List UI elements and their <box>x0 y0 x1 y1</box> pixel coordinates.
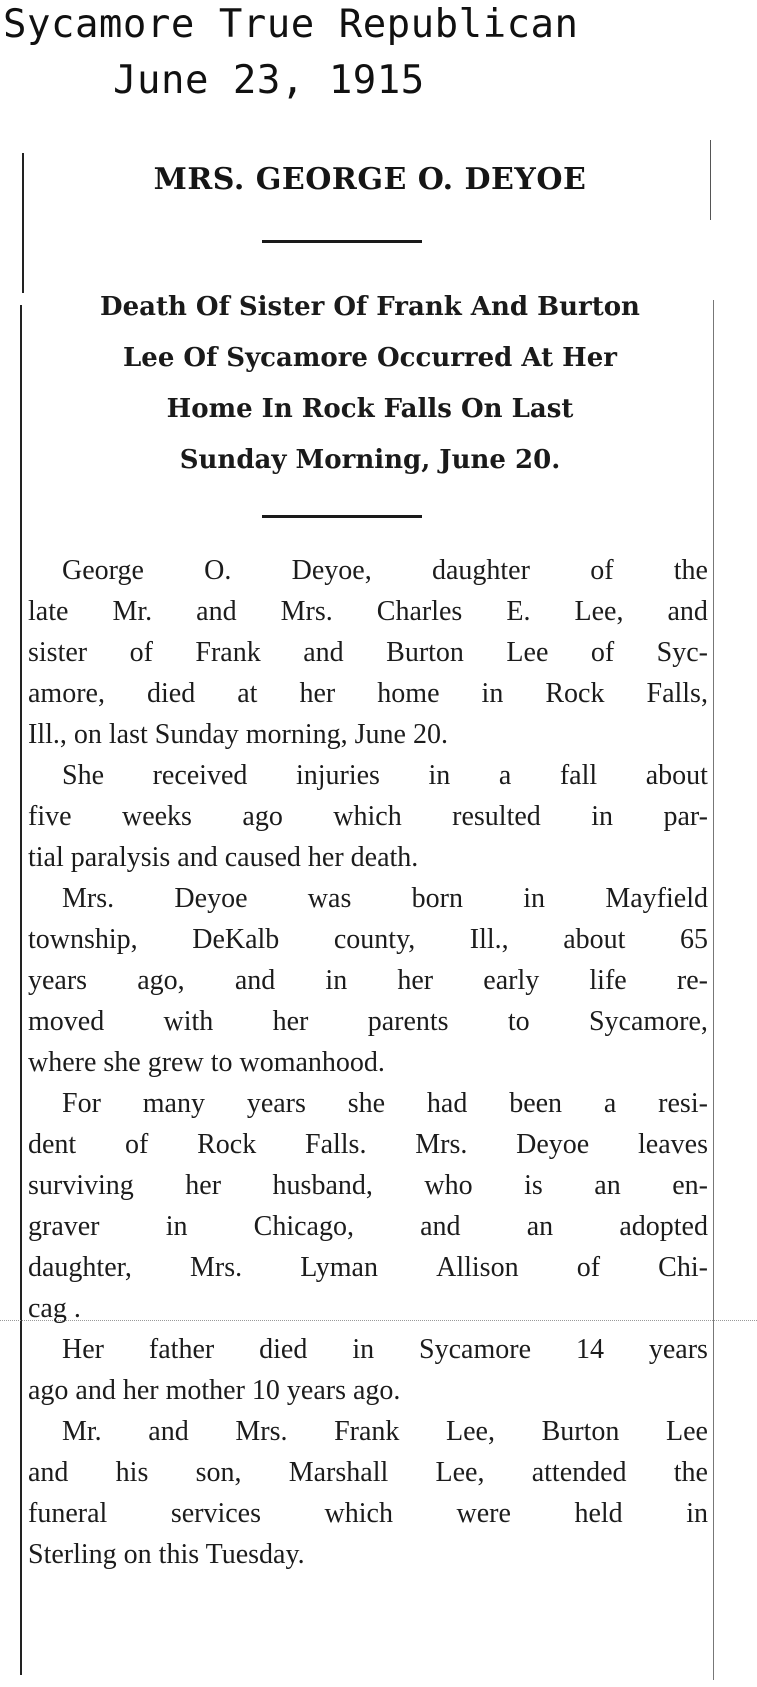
newspaper-name: Sycamore True Republican <box>3 2 579 47</box>
paragraph-line: years ago, and in her early life re- <box>28 965 708 996</box>
column-rule-right <box>713 300 714 1680</box>
paragraph-line: where she grew to womanhood. <box>28 1047 385 1078</box>
article-deck <box>30 282 710 486</box>
article-headline: MRS. GEORGE O. DEYOE <box>153 162 587 197</box>
paragraph-line: tial paralysis and caused her death. <box>28 842 419 873</box>
paragraph-line: cag . <box>28 1293 81 1324</box>
paragraph-line: daughter, Mrs. Lyman Allison of Chi- <box>28 1252 708 1283</box>
paragraph-line: moved with her parents to Sycamore, <box>28 1006 708 1037</box>
column-rule-left <box>20 305 22 1675</box>
paragraph-first-line: Mrs. Deyoe was born in Mayfield <box>62 883 708 914</box>
paragraph-first-line: Mr. and Mrs. Frank Lee, Burton Lee <box>62 1416 708 1447</box>
paragraph-line: township, DeKalb county, Ill., about 65 <box>28 924 708 955</box>
paragraph-line: graver in Chicago, and an adopted <box>28 1211 708 1242</box>
deck-divider <box>262 515 422 518</box>
paragraph-first-line: For many years she had been a resi- <box>62 1088 708 1119</box>
paragraph-line: sister of Frank and Burton Lee of Syc- <box>28 637 708 668</box>
paragraph-first-line: She received injuries in a fall about <box>62 760 708 791</box>
paragraph-line: surviving her husband, who is an en- <box>28 1170 708 1201</box>
paragraph-line: Sterling on this Tuesday. <box>28 1539 305 1570</box>
publication-date: June 23, 1915 <box>113 58 425 103</box>
paragraph-first-line: George O. Deyoe, daughter of the <box>62 555 708 586</box>
paragraph-first-line: Her father died in Sycamore 14 years <box>62 1334 708 1365</box>
deck-line: Death Of Sister Of Frank And Burton <box>100 292 640 322</box>
paragraph-line: ago and her mother 10 years ago. <box>28 1375 401 1406</box>
paragraph-line: late Mr. and Mrs. Charles E. Lee, and <box>28 596 708 627</box>
deck-line: Home In Rock Falls On Last <box>166 394 574 424</box>
paragraph-line: and his son, Marshall Lee, attended the <box>28 1457 708 1488</box>
deck-line: Sunday Morning, June 20. <box>179 445 561 475</box>
headline-divider <box>262 240 422 243</box>
column-rule-left-top <box>22 153 24 293</box>
column-rule-right-top <box>710 140 711 220</box>
paragraph-line: Ill., on last Sunday morning, June 20. <box>28 719 448 750</box>
paragraph-line: dent of Rock Falls. Mrs. Deyoe leaves <box>28 1129 708 1160</box>
article-body <box>28 550 708 1575</box>
paragraph-line: five weeks ago which resulted in par- <box>28 801 708 832</box>
paragraph-line: amore, died at her home in Rock Falls, <box>28 678 708 709</box>
deck-line: Lee Of Sycamore Occurred At Her <box>123 343 617 373</box>
paragraph-line: funeral services which were held in <box>28 1498 708 1529</box>
